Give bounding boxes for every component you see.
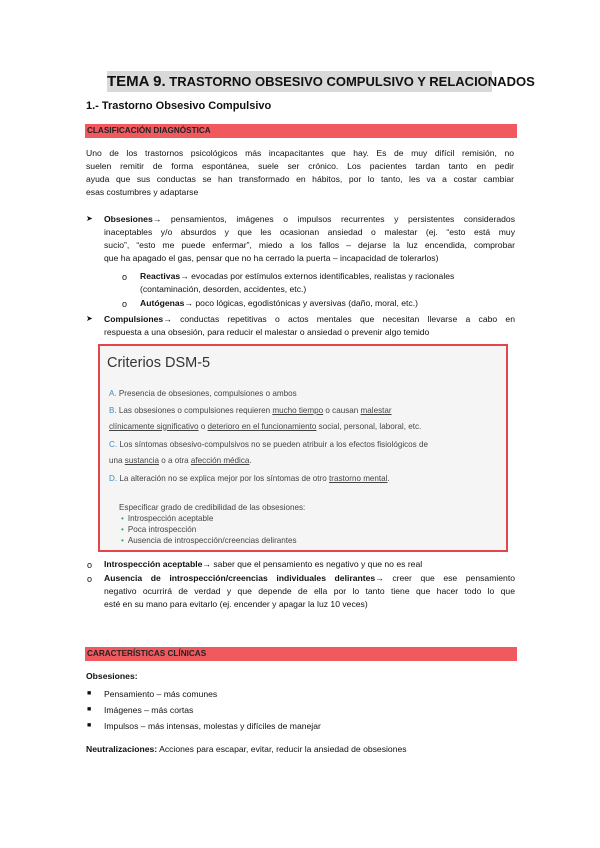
spec-item (121, 536, 297, 546)
spec-item (121, 525, 196, 535)
arrow-bullet-icon: ➤ (86, 314, 93, 323)
ausencia-text: esté en su mano para evitarlo (ej. encender y apagar la luz 10 veces) (104, 599, 368, 609)
introspeccion-text: saber que el pensamiento es negativo y que no es real (210, 559, 423, 569)
bullet-dot-icon: • (121, 525, 124, 534)
band-caracteristicas: CARACTERÍSTICAS CLÍNICAS (85, 647, 517, 661)
obs-list-item: Impulsos – más intensas, molestas y difíciles de manejar (104, 721, 321, 731)
criterion-text: social, personal, laboral, etc. (316, 421, 422, 431)
dsm5-criteria-box (98, 344, 508, 552)
criterion-underline: clínicamente significativo (109, 421, 199, 431)
band-clasificacion: CLASIFICACIÓN DIAGNÓSTICA (85, 124, 517, 138)
obsesiones-text: inaceptables y/o absurdos y que les ocasionan ansiedad o malestar (ej. “esto está muy (104, 227, 515, 237)
criterion-text: o causan (323, 406, 361, 415)
obsesiones-text: pensamientos, imágenes o impulsos recurrentes y persistentes considerados (161, 214, 515, 224)
criterion-c (109, 437, 504, 468)
arrow-icon: → (202, 559, 211, 569)
spec-title: Especificar grado de credibilidad de las obsesiones: (119, 503, 306, 512)
arrow-bullet-icon: ➤ (86, 214, 93, 223)
obsesiones-heading: Obsesiones: (86, 671, 138, 681)
criterion-text: Presencia de obsesiones, compulsiones o ambos (118, 389, 297, 398)
dsm5-title: Criterios DSM-5 (107, 355, 211, 371)
compulsiones-label: Compulsiones→ (104, 314, 172, 324)
ausencia-text: creer que ese pensamiento (383, 573, 515, 583)
spec-text: Poca introspección (127, 525, 197, 534)
page-title (107, 71, 535, 92)
spec-text: Introspección aceptable (127, 514, 214, 523)
criterion-text: Las obsesiones o compulsiones requieren (118, 406, 273, 415)
reactivas-text: evocadas por estímulos externos identificables, realistas y racionales (188, 271, 455, 281)
circle-bullet-icon: o (87, 574, 93, 584)
obsesiones-label: Obsesiones→ (104, 214, 162, 224)
neutralizaciones (86, 743, 407, 756)
intro-line: Uno de los trastornos psicológicos más incapacitantes que hay. Es de muy difícil remisión, no (86, 148, 514, 158)
criterion-underline: sustancia (124, 455, 159, 465)
neutralizaciones-text: Acciones para escapar, evitar, reducir la ansiedad de obsesiones (157, 744, 407, 754)
criterion-text: . (249, 455, 252, 465)
obsesiones-text: sucio”, “esto me puede enfermar”, miedo a los fallos – dejarse la luz encendida, comprobar (104, 240, 515, 250)
intro-line: ayuda que sus conductas se han transformado en hábitos, por lo tanto, les va a costar cambiar (86, 174, 514, 184)
autogenas-item (140, 297, 520, 310)
criterion-a (109, 386, 504, 402)
criterion-underline: mucho tiempo (272, 406, 324, 415)
reactivas-label: Reactivas→ (140, 271, 189, 281)
intro-paragraph (86, 147, 514, 199)
criterion-text: o (198, 421, 208, 431)
obsesiones-text: que ha apagado el gas, pensar que no ha cerrado la puerta – incapacidad de tolerarlos) (104, 253, 439, 263)
compulsiones-text: respuesta a una obsesión, para reducir el malestar o ansiedad o prevenir algo temido (104, 327, 430, 337)
criterion-letter: A. (109, 389, 117, 398)
bullet-dot-icon: • (121, 536, 124, 545)
criterion-text: . (387, 474, 390, 483)
criterion-letter: B. (109, 406, 117, 415)
criterion-text: una (109, 455, 125, 465)
obs-list-item: Imágenes – más cortas (104, 705, 194, 715)
criterion-b (109, 403, 504, 434)
ausencia-item (104, 572, 515, 611)
criterion-underline: trastorno mental (329, 474, 388, 483)
criterion-d (109, 471, 504, 487)
reactivas-text: (contaminación, desorden, accidentes, etc.) (140, 284, 307, 294)
ausencia-label: Ausencia de introspección/creencias individuales delirantes (104, 573, 376, 583)
compulsiones-item (104, 313, 515, 339)
autogenas-label: Autógenas→ (140, 298, 193, 308)
obsesiones-item (104, 213, 515, 265)
criterion-underline: afección médica (190, 455, 250, 465)
obs-list-item: Pensamiento – más comunes (104, 689, 218, 699)
bullet-dot-icon: • (121, 514, 124, 523)
autogenas-text: poco lógicas, egodistónicas y aversivas (daño, moral, etc.) (193, 298, 418, 308)
title-number: TEMA 9. (107, 73, 166, 90)
reactivas-item (140, 270, 520, 296)
intro-line: suelen remitir de forma espontánea, suele ser crónico. Los pacientes tardan tanto en pedir (86, 161, 514, 171)
criterion-text: La alteración no se explica mejor por los síntomas de otro (119, 474, 329, 483)
square-bullet-icon: ■ (87, 722, 92, 729)
spec-item (121, 514, 213, 524)
section-heading: 1.- Trastorno Obsesivo Compulsivo (86, 100, 272, 112)
criterion-text: Los síntomas obsesivo-compulsivos no se pueden atribuir a los efectos fisiológicos de (119, 440, 428, 449)
title-text: TRASTORNO OBSESIVO COMPULSIVO Y RELACIONADOS (169, 74, 535, 89)
circle-bullet-icon: o (122, 272, 128, 282)
square-bullet-icon: ■ (87, 690, 92, 697)
compulsiones-text: conductas repetitivas o actos mentales que necesitan llevarse a cabo en (171, 314, 515, 324)
introspeccion-item (104, 558, 515, 571)
criterion-underline: deterioro en el funcionamiento (207, 421, 317, 431)
intro-line: esas costumbres y adaptarse (86, 187, 199, 197)
criterion-letter: C. (109, 440, 118, 449)
square-bullet-icon: ■ (87, 706, 92, 713)
circle-bullet-icon: o (122, 299, 128, 309)
ausencia-text: negativo ocurrirá de verdad y que depende de ella por lo tanto tiene que hacer todo lo que (104, 586, 515, 596)
neutralizaciones-label: Neutralizaciones: (86, 744, 158, 754)
criterion-text: o a otra (158, 455, 191, 465)
introspeccion-label: Introspección aceptable (104, 559, 203, 569)
spec-text: Ausencia de introspección/creencias delirantes (127, 536, 297, 545)
circle-bullet-icon: o (87, 560, 93, 570)
criterion-underline: malestar (360, 406, 392, 415)
arrow-icon: → (375, 573, 384, 583)
criterion-letter: D. (109, 474, 118, 483)
